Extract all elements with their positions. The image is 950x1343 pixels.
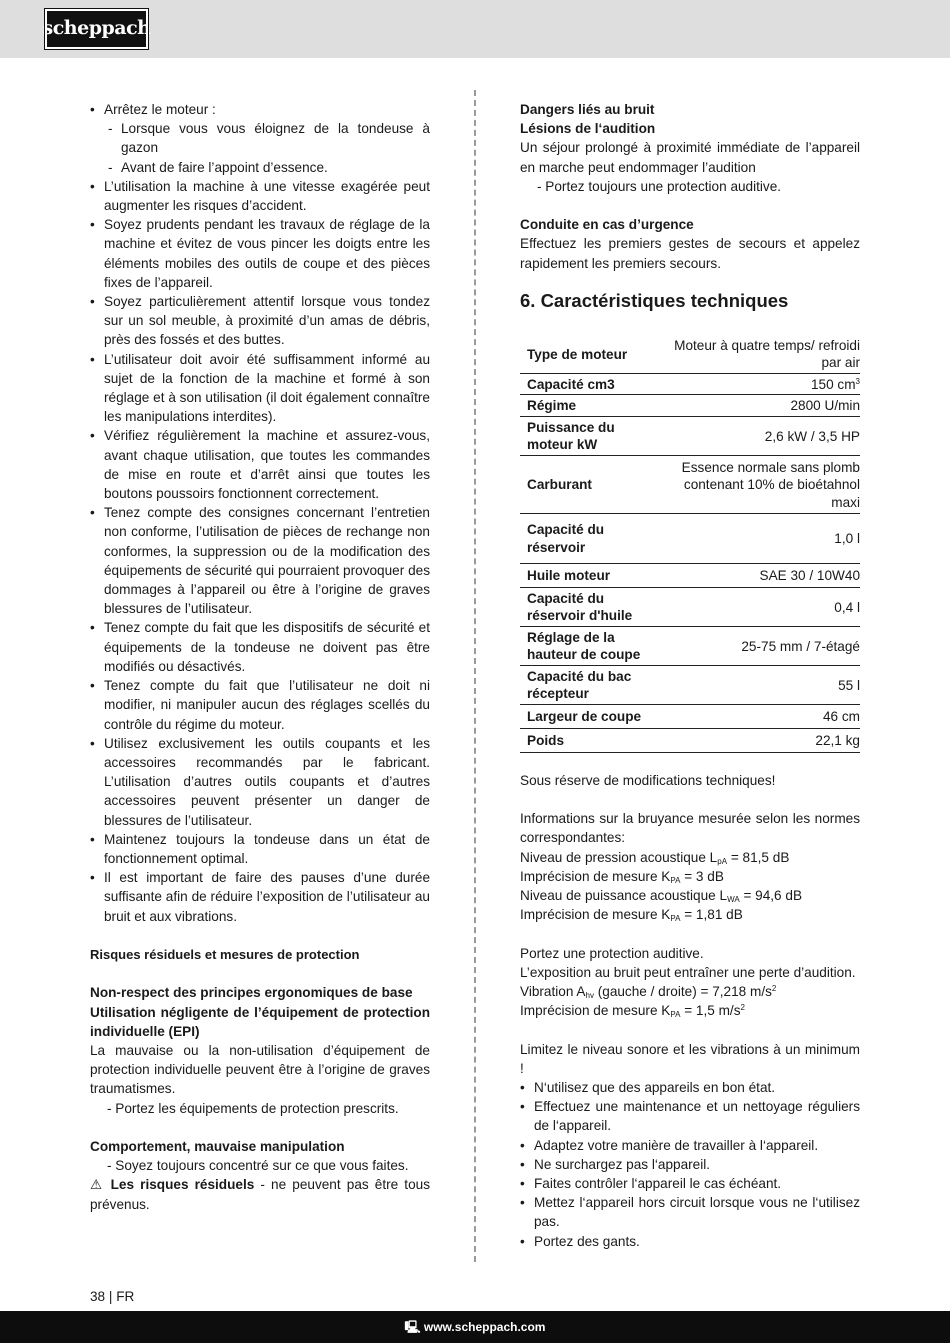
spec-label: Huile moteur bbox=[520, 563, 657, 587]
spec-value: 1,0 l bbox=[657, 513, 860, 563]
list-item: • Faites contrôler l‘appareil le cas échéant. bbox=[520, 1174, 860, 1193]
table-row bbox=[520, 335, 860, 374]
spec-value: Essence normale sans plomb contenant 10% de bioétahnol maxi bbox=[657, 455, 860, 513]
section-title: 6. Caractéristiques techniques bbox=[520, 289, 789, 311]
table-row bbox=[520, 728, 860, 752]
spec-label: Poids bbox=[520, 728, 657, 752]
warning-icon: ⚠ bbox=[90, 1177, 105, 1193]
vibration-value: Vibration $A_{hv}$ (gauche / droite) = 7,218 $m/s^2$ bbox=[520, 984, 777, 1001]
sound-power-uncertainty: Imprécision de mesure $K_{PA} = 1,81$ dB bbox=[520, 907, 743, 924]
spec-label: Puissance du moteur kW bbox=[520, 416, 657, 455]
specs-table bbox=[520, 335, 860, 753]
footer-url[interactable]: 🖳 www.scheppach.com bbox=[404, 1320, 546, 1334]
list-item: • Adaptez votre manière de travailler à l‘appareil. bbox=[520, 1136, 860, 1155]
noise-heading: Dangers liés au bruit bbox=[520, 102, 655, 117]
table-row bbox=[520, 455, 860, 513]
computer-icon: 🖳 bbox=[404, 1320, 421, 1334]
spec-label: Réglage de la hauteur de coupe bbox=[520, 626, 657, 665]
spec-value: 150 $cm^3$ bbox=[657, 373, 860, 395]
ppe-heading: Utilisation négligente de l’équipement de protection individuelle (EPI) bbox=[90, 1004, 430, 1039]
right-column bbox=[520, 100, 860, 1251]
residual-warning: ⚠ Les risques résiduels - ne peuvent pas être tous prévenus. bbox=[90, 1177, 430, 1212]
scheppach-logo: scheppach bbox=[45, 9, 148, 49]
list-item: • Tenez compte du fait que les dispositifs de sécurité et équipements de la tondeuse ne doivent pas être modifiés ou désactivés. bbox=[90, 618, 430, 676]
spec-value: 55 l bbox=[657, 665, 860, 704]
list-item: • Maintenez toujours la tondeuse dans un état de fonctionnement optimal. bbox=[90, 830, 430, 868]
hearing-heading: Lésions de l‘audition bbox=[520, 121, 656, 137]
spec-label: Carburant bbox=[520, 455, 657, 513]
spec-value: 22,1 kg bbox=[657, 728, 860, 752]
list-item: • Soyez prudents pendant les travaux de réglage de la machine et évitez de vous pincer les doigts entre les éléments mobiles des outils de coupe et des pièces fixes de l’appareil. bbox=[90, 215, 430, 292]
limit-text: Limitez le niveau sonore et les vibrations à un minimum ! bbox=[520, 1041, 860, 1076]
list-item: • Arrêtez le moteur : - Lorsque vous vous éloignez de la tondeuse à gazon - Avant de faire l’appoint d’essence. bbox=[90, 100, 430, 177]
emergency-text: Effectuez les premiers gestes de secours et appelez rapidement les premiers secours. bbox=[520, 236, 860, 271]
spec-label: Capacité cm3 bbox=[520, 373, 657, 395]
sound-pressure: Niveau de pression acoustique $L_{pA} = 81,5$ dB bbox=[520, 849, 790, 866]
ergonomics-heading: Non-respect des principes ergonomiques de base bbox=[90, 985, 413, 1001]
footer-band bbox=[0, 1311, 950, 1343]
spec-value: 46 cm bbox=[657, 704, 860, 728]
left-column bbox=[90, 100, 430, 1214]
table-row bbox=[520, 704, 860, 728]
spec-label: Largeur de coupe bbox=[520, 704, 657, 728]
sound-power: Niveau de puissance acoustique $L_{WA} = 94,6$ dB bbox=[520, 888, 803, 905]
list-item: • Ne surchargez pas l‘appareil. bbox=[520, 1155, 860, 1174]
spec-label: Capacité du réservoir d'huile bbox=[520, 587, 657, 626]
hearing-text: Un séjour prolongé à proximité immédiate de l’appareil en marche peut endommager l’audition bbox=[520, 140, 860, 175]
spec-label: Type de moteur bbox=[520, 335, 657, 374]
spec-value: 25-75 mm / 7-étagé bbox=[657, 626, 860, 665]
table-row bbox=[520, 665, 860, 704]
list-item: • Soyez particulièrement attentif lorsque vous tondez sur un sol meuble, à proximité d’un amas de débris, près des fossés et des buttes. bbox=[90, 292, 430, 350]
sub-item: - Avant de faire l’appoint d’essence. bbox=[108, 159, 328, 175]
noise-info: Informations sur la bruyance mesurée selon les normes correspondantes: bbox=[520, 811, 860, 846]
page-number: 38 | FR bbox=[90, 1289, 135, 1304]
spec-value: 0,4 l bbox=[657, 587, 860, 626]
list-item: • Effectuez une maintenance et un nettoyage réguliers de l‘appareil. bbox=[520, 1097, 860, 1135]
table-row bbox=[520, 626, 860, 665]
list-item: • Il est important de faire des pauses d’une durée suffisante afin de réduire l’exposition de l’utilisateur au bruit et aux vibrations. bbox=[90, 868, 430, 926]
vibration-uncertainty: Imprécision de mesure $K_{PA} = 1,5$ $m/s^2$ bbox=[520, 1003, 745, 1020]
table-row bbox=[520, 416, 860, 455]
emergency-heading: Conduite en cas d’urgence bbox=[520, 217, 694, 233]
exposure-note: L’exposition au bruit peut entraîner une perte d’audition. bbox=[520, 964, 856, 980]
behavior-heading: Comportement, mauvaise manipulation bbox=[90, 1138, 345, 1154]
list-item: • Vérifiez régulièrement la machine et assurez-vous, avant chaque utilisation, que toutes les commandes de mise en route et d’arrêt ainsi que toutes les boutons poussoirs fonctionnent correctement. bbox=[90, 426, 430, 503]
spec-value: SAE 30 / 10W40 bbox=[657, 563, 860, 587]
wear-protection: Portez une protection auditive. bbox=[520, 945, 704, 961]
list-item: • N‘utilisez que des appareils en bon état. bbox=[520, 1078, 860, 1097]
list-item: • Tenez compte du fait que l’utilisateur ne doit ni modifier, ni manipuler aucun des réglages scellés du contrôle du régime du moteur. bbox=[90, 676, 430, 734]
column-divider bbox=[474, 90, 476, 1262]
table-row bbox=[520, 563, 860, 587]
sub-item: - Lorsque vous vous éloignez de la tondeuse à gazon bbox=[108, 121, 430, 156]
spec-label: Régime bbox=[520, 395, 657, 417]
list-item: • Tenez compte des consignes concernant l’entretien non conforme, l’utilisation de pièces de rechange non conformes, la suppression ou de la modification des équipements de sécurité qui pourraient provoquer des dommages à l’appareil ou être à l’origine de graves blessures de l’utilisateur. bbox=[90, 503, 430, 618]
list-item: • L’utilisation la machine à une vitesse exagérée peut augmenter les risques d’accident. bbox=[90, 177, 430, 215]
list-item: • Utilisez exclusivement les outils coupants et les accessoires recommandés par le fabricant. L’utilisation d’autres outils coupants et d’autres accessoires peuvent présenter un danger de blessures de l’utilisateur. bbox=[90, 734, 430, 830]
spec-value: 2800 U/min bbox=[657, 395, 860, 417]
table-row bbox=[520, 513, 860, 563]
behavior-dash: - Soyez toujours concentré sur ce que vous faites. bbox=[107, 1158, 409, 1174]
table-row bbox=[520, 587, 860, 626]
header-band bbox=[0, 0, 950, 58]
list-item: • Mettez l‘appareil hors circuit lorsque vous ne l‘utilisez pas. bbox=[520, 1193, 860, 1231]
safety-list bbox=[90, 100, 430, 926]
table-row bbox=[520, 395, 860, 417]
residual-risks-heading: Risques résiduels et mesures de protection bbox=[90, 946, 360, 962]
hearing-dash: - Portez toujours une protection auditive. bbox=[537, 178, 782, 194]
spec-label: Capacité du réservoir bbox=[520, 513, 657, 563]
limit-list bbox=[520, 1078, 860, 1251]
stop-engine-sublist bbox=[104, 119, 430, 177]
ppe-text: La mauvaise ou la non-utilisation d’équipement de protection individuelle peuvent être à l’origine de graves traumatismes. bbox=[90, 1042, 430, 1097]
reserve-note: Sous réserve de modifications techniques! bbox=[520, 772, 776, 788]
spec-value: 2,6 kW / 3,5 HP bbox=[657, 416, 860, 455]
spec-value: Moteur à quatre temps/ refroidi par air bbox=[657, 335, 860, 374]
table-row bbox=[520, 373, 860, 395]
sound-pressure-uncertainty: Imprécision de mesure $K_{PA} = 3$ dB bbox=[520, 868, 724, 885]
list-item: • Portez des gants. bbox=[520, 1232, 860, 1251]
list-item: • L’utilisateur doit avoir été suffisamment informé au sujet de la fonction de la machine et formé à son réglage et à son utilisation (il doit également connaître les manipulations interdites). bbox=[90, 350, 430, 427]
spec-label: Capacité du bac récepteur bbox=[520, 665, 657, 704]
ppe-dash: - Portez les équipements de protection prescrits. bbox=[107, 1100, 399, 1116]
